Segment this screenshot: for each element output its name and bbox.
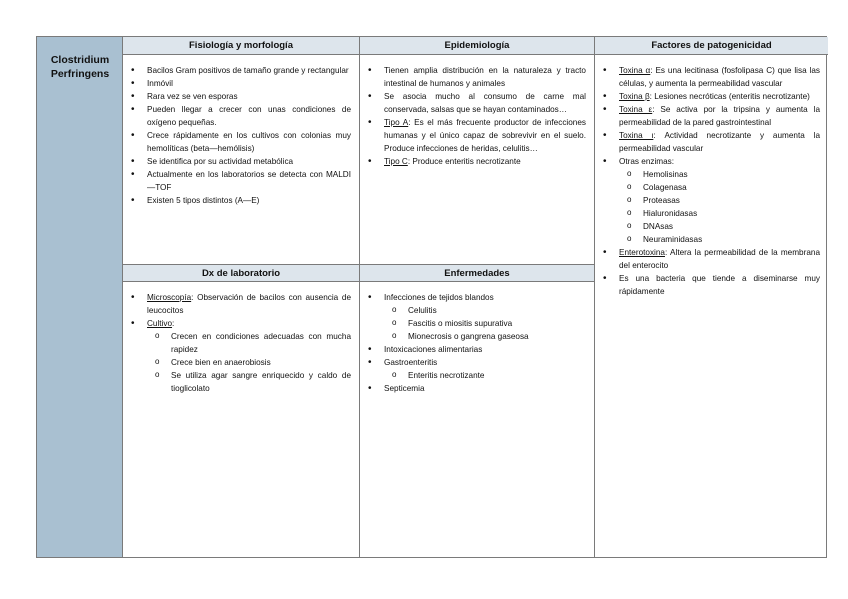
header-dx: Dx de laboratorio bbox=[123, 264, 359, 282]
toxina-beta-text: : Lesiones necróticas (enteritis necrotizante) bbox=[649, 92, 810, 101]
enterotoxina-label: Enterotoxina bbox=[619, 248, 665, 257]
list-item bbox=[601, 246, 820, 272]
sub-list-item: o Enteritis necrotizante bbox=[366, 369, 586, 382]
sub-list-item: o Hemolisinas bbox=[601, 168, 820, 181]
dx-list bbox=[129, 291, 351, 395]
list-item bbox=[601, 103, 820, 129]
column-3 bbox=[594, 37, 828, 557]
list-item: • Otras enzimas: bbox=[601, 155, 820, 168]
header-factores: Factores de patogenicidad bbox=[595, 37, 828, 55]
factores-list bbox=[601, 64, 820, 298]
organism-species: Perfringens bbox=[50, 68, 110, 80]
list-item: • Crece rápidamente en los cultivos con colonias muy hemolíticas (beta—hemólisis) bbox=[129, 129, 351, 155]
organism-name bbox=[37, 53, 123, 81]
cell-epidemiologia bbox=[360, 55, 594, 264]
cultivo-label: Cultivo bbox=[147, 319, 173, 328]
header-enfermedades: Enfermedades bbox=[360, 264, 594, 282]
sub-list-item: o Celulitis bbox=[366, 304, 586, 317]
list-item bbox=[366, 155, 586, 168]
enterotoxina-text: : Altera la permeabilidad de la membrana del enterocito bbox=[619, 248, 820, 270]
list-item: • Se identifica por su actividad metabólica bbox=[129, 155, 351, 168]
list-item bbox=[601, 64, 820, 90]
column-2 bbox=[359, 37, 594, 557]
list-item: • Pueden llegar a crecer con unas condiciones de oxígeno pequeñas. bbox=[129, 103, 351, 129]
list-item bbox=[129, 317, 351, 330]
list-item bbox=[129, 291, 351, 317]
list-item: • Gastroenteritis bbox=[366, 356, 586, 369]
list-item bbox=[601, 90, 820, 103]
cell-fisiologia bbox=[123, 55, 359, 264]
header-epidemiologia: Epidemiología bbox=[360, 37, 594, 55]
organism-genus: Clostridium bbox=[50, 54, 110, 66]
cultivo-colon: : bbox=[172, 319, 175, 328]
microscopia-label: Microscopía bbox=[147, 293, 192, 302]
sub-list-item: o Fascitis o miositis supurativa bbox=[366, 317, 586, 330]
toxina-alpha-text: : Es una lecitinasa (fosfolipasa C) que lisa las células, y aumenta la permeabilidad vascular bbox=[619, 66, 820, 88]
epidemiologia-list bbox=[366, 64, 586, 168]
microscopia-text: : Observación de bacilos con ausencia de leucocitos bbox=[147, 293, 351, 315]
cell-factores bbox=[595, 55, 828, 298]
cell-dx bbox=[123, 282, 359, 395]
list-item: • Intoxicaciones alimentarias bbox=[366, 343, 586, 356]
sub-list-item: o Mionecrosis o gangrena gaseosa bbox=[366, 330, 586, 343]
list-item: • Bacilos Gram positivos de tamaño grande y rectangular bbox=[129, 64, 351, 77]
sub-list-item: o Neuraminidasas bbox=[601, 233, 820, 246]
cell-enfermedades bbox=[360, 282, 594, 395]
list-item bbox=[366, 116, 586, 155]
list-item: • Rara vez se ven esporas bbox=[129, 90, 351, 103]
tipo-a-label: Tipo A bbox=[384, 118, 409, 127]
tipo-a-text: : Es el más frecuente productor de infecciones humanas y el único capaz de sobrevivir en el suelo. Produce infecciones de heridas, celulitis… bbox=[384, 118, 586, 153]
list-item: • Inmóvil bbox=[129, 77, 351, 90]
summary-table bbox=[36, 36, 827, 558]
column-1 bbox=[123, 37, 359, 557]
enfermedades-list bbox=[366, 291, 586, 395]
toxina-alpha-label: Toxina α bbox=[619, 66, 651, 75]
sub-list-item: o Hialuronidasas bbox=[601, 207, 820, 220]
list-item: • Es una bacteria que tiende a diseminarse muy rápidamente bbox=[601, 272, 820, 298]
header-fisiologia: Fisiología y morfología bbox=[123, 37, 359, 55]
list-item: • Septicemia bbox=[366, 382, 586, 395]
tipo-c-text: : Produce enteritis necrotizante bbox=[407, 157, 521, 166]
toxina-epsilon-label: Toxina ε bbox=[619, 105, 653, 114]
list-item: • Se asocia mucho al consumo de carne mal conservada, salsas que se hayan contaminados… bbox=[366, 90, 586, 116]
sub-list-item: o Crece bien en anaerobiosis bbox=[129, 356, 351, 369]
toxina-iota-text: : Actividad necrotizante y aumenta la permeabilidad vascular bbox=[619, 131, 820, 153]
list-item: • Tienen amplia distribución en la naturaleza y tracto intestinal de humanos y animales bbox=[366, 64, 586, 90]
organism-column bbox=[37, 37, 123, 557]
sub-list-item: o Se utiliza agar sangre enriquecido y caldo de tioglicolato bbox=[129, 369, 351, 395]
list-item: • Actualmente en los laboratorios se detecta con MALDI—TOF bbox=[129, 168, 351, 194]
sub-list-item: o DNAsas bbox=[601, 220, 820, 233]
toxina-iota-label: Toxina ι bbox=[619, 131, 654, 140]
list-item: • Infecciones de tejidos blandos bbox=[366, 291, 586, 304]
sub-list-item: o Colagenasa bbox=[601, 181, 820, 194]
sub-list-item: o Crecen en condiciones adecuadas con mucha rapidez bbox=[129, 330, 351, 356]
tipo-c-label: Tipo C bbox=[384, 157, 408, 166]
toxina-epsilon-text: : Se activa por la tripsina y aumenta la permeabilidad de la pared gastrointestinal bbox=[619, 105, 820, 127]
toxina-beta-label: Toxina β bbox=[619, 92, 650, 101]
list-item bbox=[601, 129, 820, 155]
list-item: • Existen 5 tipos distintos (A—E) bbox=[129, 194, 351, 207]
fisiologia-list bbox=[129, 64, 351, 207]
sub-list-item: o Proteasas bbox=[601, 194, 820, 207]
